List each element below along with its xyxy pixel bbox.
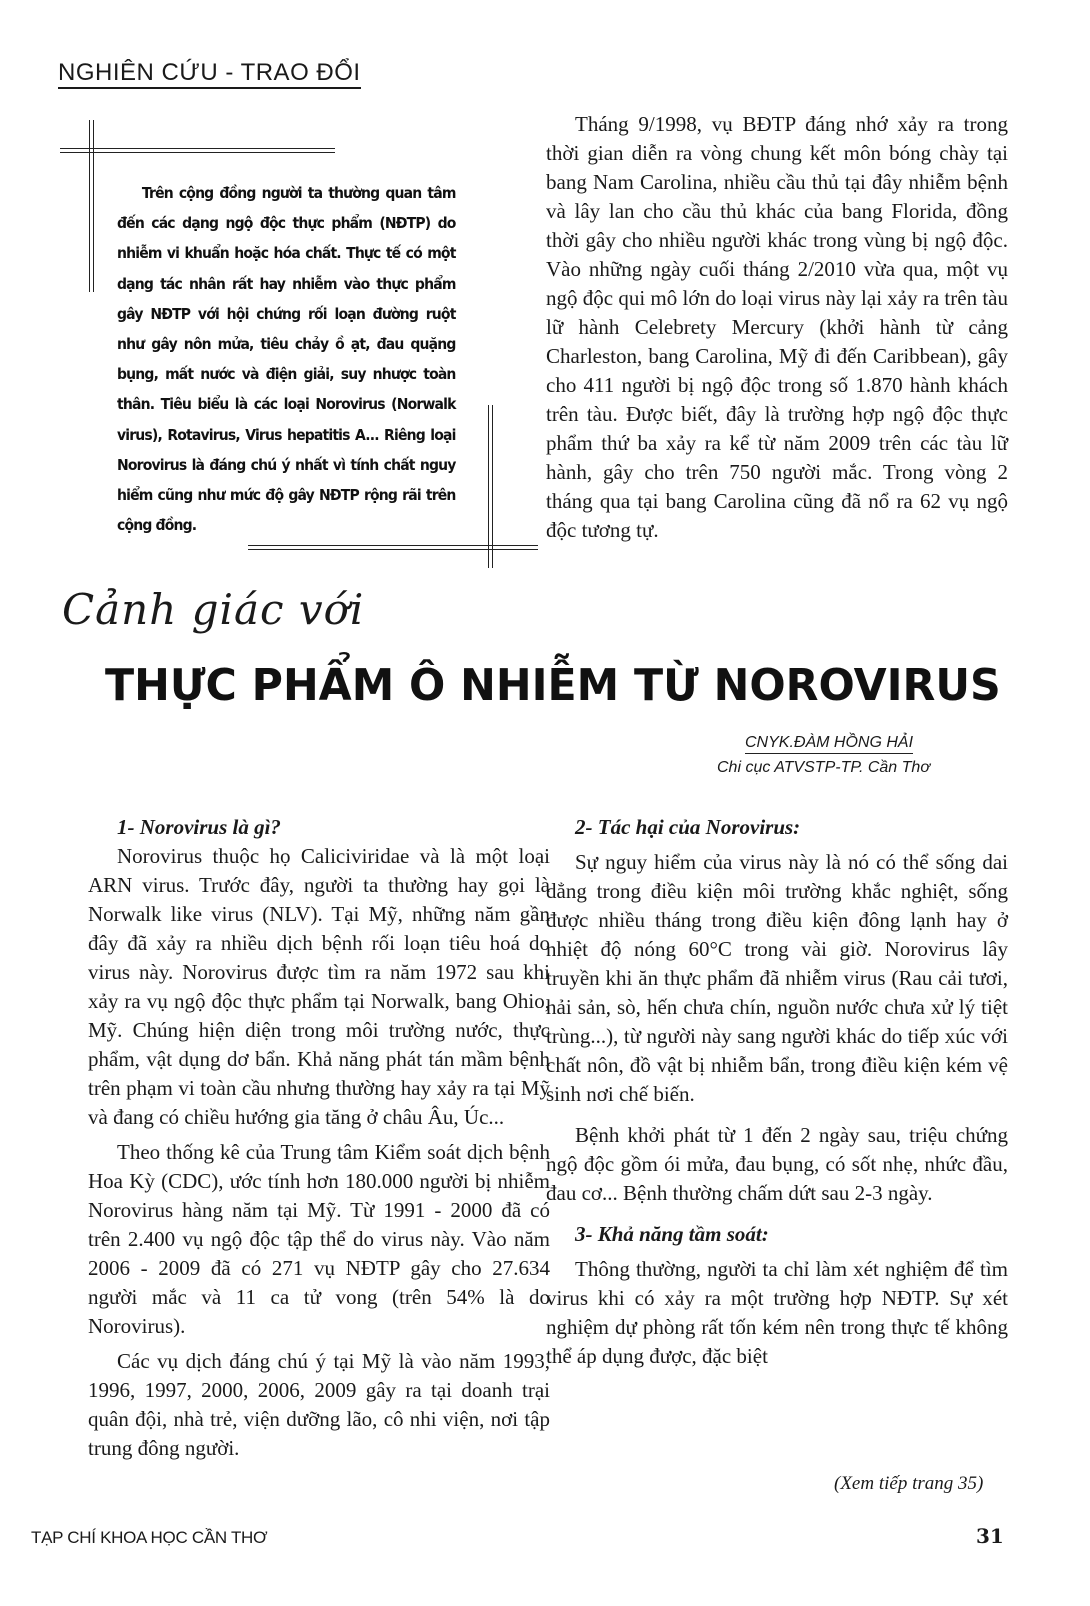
article-title: THỰC PHẨM Ô NHIỄM TỪ NOROVIRUS: [105, 660, 1001, 711]
page-number: 31: [976, 1524, 1004, 1548]
left-column: [88, 813, 550, 1463]
title-script-line: Cảnh giác với: [62, 585, 365, 634]
intro-lead-paragraph: Trên cộng đồng người ta thường quan tâm đến các dạng ngộ độc thực phẩm (NĐTP) do nhiễm vi khuẩn hoặc hóa chất. Thực tế có một dạng tác nhân rất hay nhiễm vào thực phẩm gây NĐTP với hội chứng rối loạn đường ruột như gây nôn mửa, tiêu chảy ồ ạt, đau quặng bụng, mất nước và điện giải, suy nhược toàn thân. Tiêu biểu là các loại Norovirus (Norwalk virus), Rotavirus, Virus hepatitis A... Riêng loại Norovirus là đáng chú ý nhất vì tính chất nguy hiểm cũng như mức độ gây NĐTP rộng rãi trên cộng đồng.: [117, 184, 456, 535]
intro-box-bottom-rule: [248, 545, 538, 550]
section-heading: 3- Khả năng tầm soát:: [575, 1222, 769, 1246]
section-heading: 2- Tác hại của Norovirus:: [575, 815, 801, 839]
section-header: NGHIÊN CỨU - TRAO ĐỔI: [58, 60, 361, 89]
intro-box-right-rule: [488, 405, 493, 568]
body-paragraph: Norovirus thuộc họ Caliciviridae và là một loại ARN virus. Trước đây, người ta thường hay gọi là Norwalk like virus (NLV). Tại Mỹ, những năm gần đây đã xảy ra nhiều dịch bệnh rối loạn tiêu hoá do virus này. Norovirus được tìm ra năm 1972 sau khi xảy ra vụ ngộ độc thực phẩm tại Norwalk, bang Ohio, Mỹ. Chúng hiện diện trong môi trường nước, thực phẩm, vật dụng dơ bẩn. Khả năng phát tán mầm bệnh trên phạm vi toàn cầu nhưng thường hay xảy ra tại Mỹ và đang có chiều hướng gia tăng ở châu Âu, Úc...: [88, 844, 550, 1129]
body-paragraph: Sự nguy hiểm của virus này là nó có thể sống dai dẳng trong điều kiện môi trường khắc nghiệt, sống được nhiều tháng trong điều kiện đông lạnh hay ở nhiệt độ nóng 60°C trong vài giờ. Norovirus lây truyền khi ăn thực phẩm đã nhiễm virus (Rau cải tươi, hải sản, sò, hến chưa chín, nguồn nước chưa xử lý tiệt trùng...), từ người này sang người khác do tiếp xúc với chất nôn, đồ vật bị nhiễm bẩn, trong điều kiện kém vệ sinh nơi chế biến.: [546, 850, 1008, 1106]
body-paragraph: Tháng 9/1998, vụ BĐTP đáng nhớ xảy ra trong thời gian diễn ra vòng chung kết môn bóng chày tại bang Nam Carolina, nhiều cầu thủ tại đây nhiễm bệnh và lây lan cho cầu thủ khác của bang Florida, đồng thời gây cho nhiều người khác trong vùng bị ngộ độc. Vào những ngày cuối tháng 2/2010 vừa qua, một vụ ngộ độc qui mô lớn do loại virus này lại xảy ra trên tàu lữ hành Celebrety Mercury (khởi hành từ cảng Charleston, bang Carolina, Mỹ đi đến Caribbean), gây cho 411 người bị ngộ độc trong số 1.870 hành khách trên tàu. Được biết, đây là trường hợp ngộ độc thực phẩm thứ ba xảy ra kể từ năm 2009 trên các tàu lữ hành, gây cho trên 750 người mắc. Trong vòng 2 tháng qua tại bang Carolina cũng đã nổ ra 62 vụ ngộ độc tương tự.: [546, 112, 1008, 542]
continued-note: (Xem tiếp trang 35): [834, 1473, 984, 1494]
body-paragraph: Theo thống kê của Trung tâm Kiểm soát dịch bệnh Hoa Kỳ (CDC), ước tính hơn 180.000 người bị nhiễm Norovirus hàng năm tại Mỹ. Từ 1991 - 2000 đã có trên 2.400 vụ ngộ độc tập thể do virus này. Vào năm 2006 - 2009 đã có 271 vụ NĐTP gây cho 27.634 người mắc và 11 ca tử vong (trên 54% là do Norovirus).: [88, 1140, 550, 1338]
author-name: CNYK.ĐÀM HỒNG HẢI: [745, 733, 913, 754]
body-paragraph: Thông thường, người ta chỉ làm xét nghiệm để tìm virus khi có xảy ra một trường hợp NĐTP. Sự xét nghiệm dự phòng rất tốn kém nên trong thực tế không thể áp dụng được, đặc biệt: [546, 1257, 1008, 1368]
intro-box-top-rule: [60, 148, 335, 153]
top-right-column: [546, 110, 1008, 545]
right-column: [546, 813, 1008, 1371]
body-paragraph: Bệnh khởi phát từ 1 đến 2 ngày sau, triệu chứng ngộ độc gồm ói mửa, đau bụng, có sốt nhẹ, nhức đầu, đau cơ... Bệnh thường chấm dứt sau 2-3 ngày.: [546, 1123, 1008, 1205]
intro-box-left-rule: [89, 120, 94, 292]
body-paragraph: Các vụ dịch đáng chú ý tại Mỹ là vào năm 1993, 1996, 1997, 2000, 2006, 2009 gây ra tại doanh trại quân đội, nhà trẻ, viện dưỡng lão, cô nhi viện, nơi tập trung đông người.: [88, 1349, 550, 1460]
section-heading: 1- Norovirus là gì?: [117, 815, 281, 839]
footer-journal-name: TẠP CHÍ KHOA HỌC CẦN THƠ: [31, 1528, 268, 1547]
author-affiliation: Chi cục ATVSTP-TP. Cần Thơ: [717, 759, 930, 776]
